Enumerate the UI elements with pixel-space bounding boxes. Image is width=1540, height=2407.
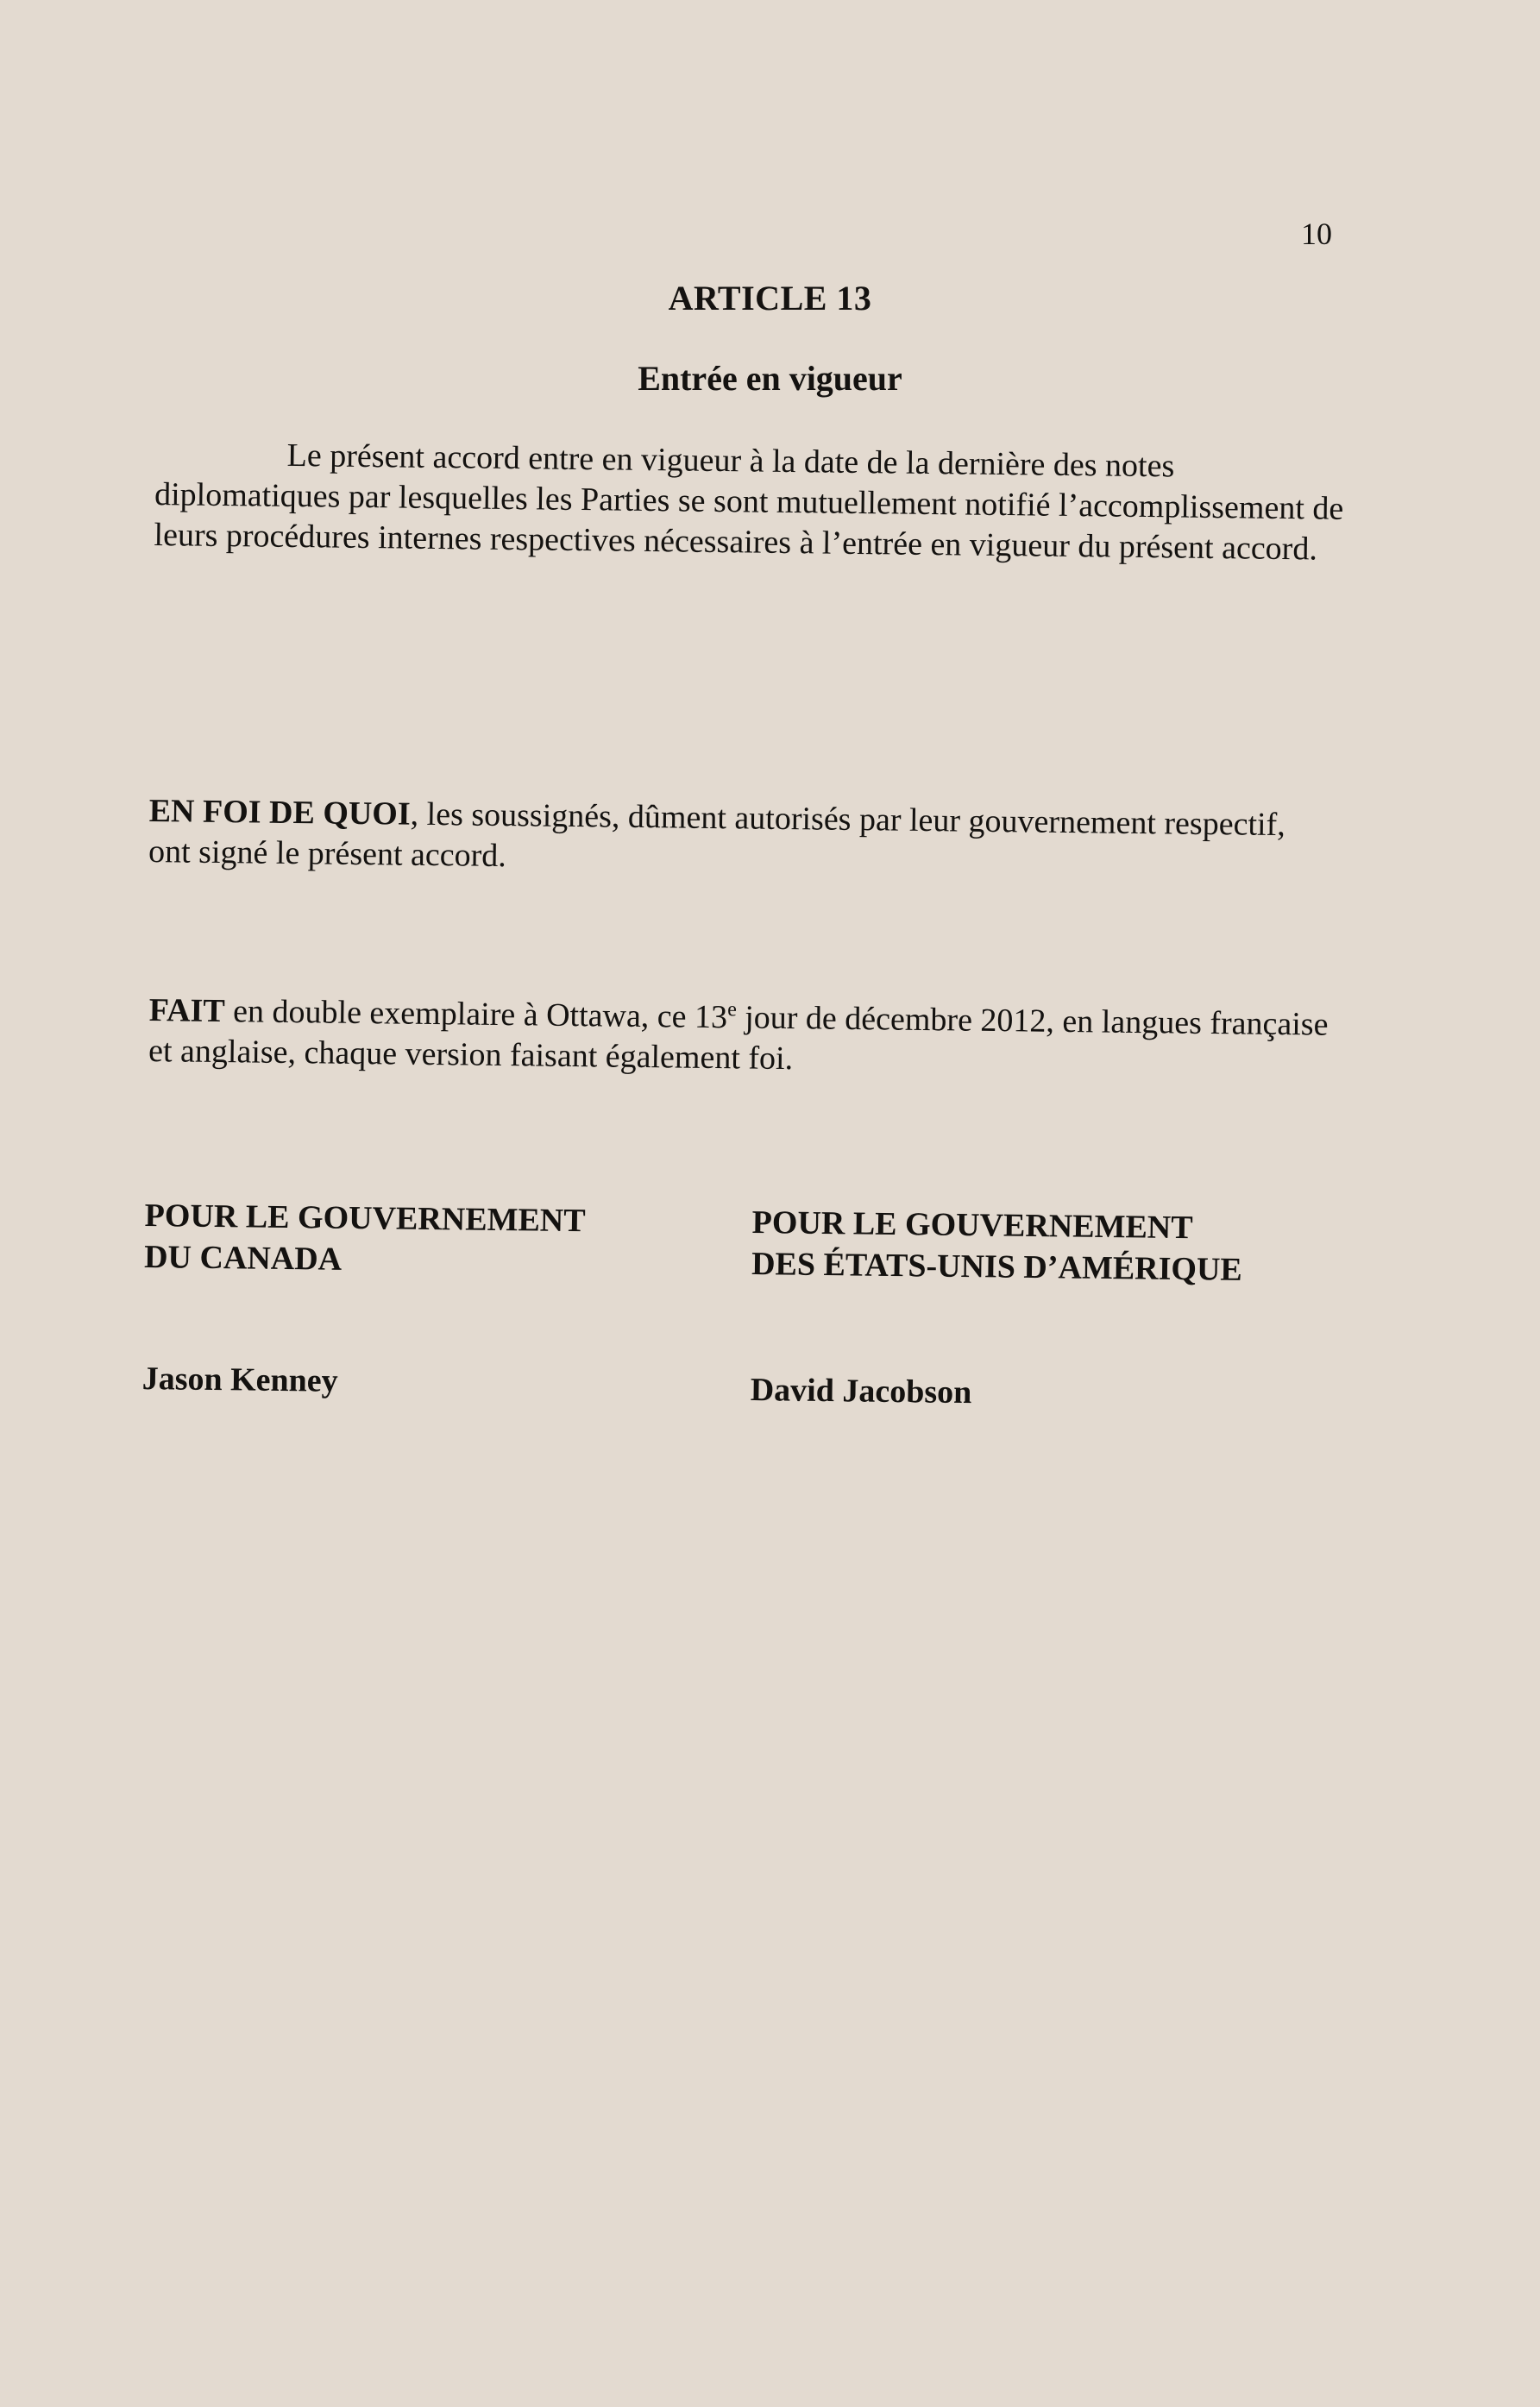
page-number: 10 bbox=[1301, 217, 1332, 251]
done-text-after: jour de décembre 2012, en langues française et anglaise, chaque version faisant également foi. bbox=[148, 999, 1329, 1078]
done-lead: FAIT bbox=[148, 991, 225, 1030]
signature-block-united-states bbox=[751, 1202, 1373, 1292]
article-paragraph: Le présent accord entre en vigueur à la date de la dernière des notes diplomatiques par lesquelles les Parties se sont mutuellement notifié l’accomplissement de leurs procédures internes respectives nécessaires à l’entrée en vigueur du présent accord. bbox=[154, 437, 1344, 568]
done-text-before: en double exemplaire à Ottawa, ce 13 bbox=[224, 993, 728, 1036]
article-heading: ARTICLE 13 bbox=[668, 279, 872, 317]
signature-canada-line2: DU CANADA bbox=[143, 1238, 343, 1278]
done-superscript: e bbox=[727, 998, 737, 1021]
witness-text: , les soussignés, dûment autorisés par leur gouvernement respectif, ont signé le présent accord. bbox=[148, 795, 1285, 875]
article-title: Entrée en vigueur bbox=[638, 359, 902, 398]
signature-block-canada bbox=[144, 1195, 680, 1285]
witness-lead: EN FOI DE QUOI bbox=[148, 792, 411, 833]
signer-united-states: David Jacobson bbox=[750, 1371, 972, 1411]
done-paragraph bbox=[148, 990, 1348, 1086]
signature-us-line1: POUR LE GOUVERNEMENT bbox=[751, 1204, 1193, 1247]
signature-canada-line1: POUR LE GOUVERNEMENT bbox=[144, 1197, 586, 1240]
signature-us-line2: DES ÉTATS-UNIS D’AMÉRIQUE bbox=[751, 1245, 1243, 1288]
signer-canada: Jason Kenney bbox=[141, 1360, 338, 1399]
witness-paragraph bbox=[148, 791, 1297, 886]
